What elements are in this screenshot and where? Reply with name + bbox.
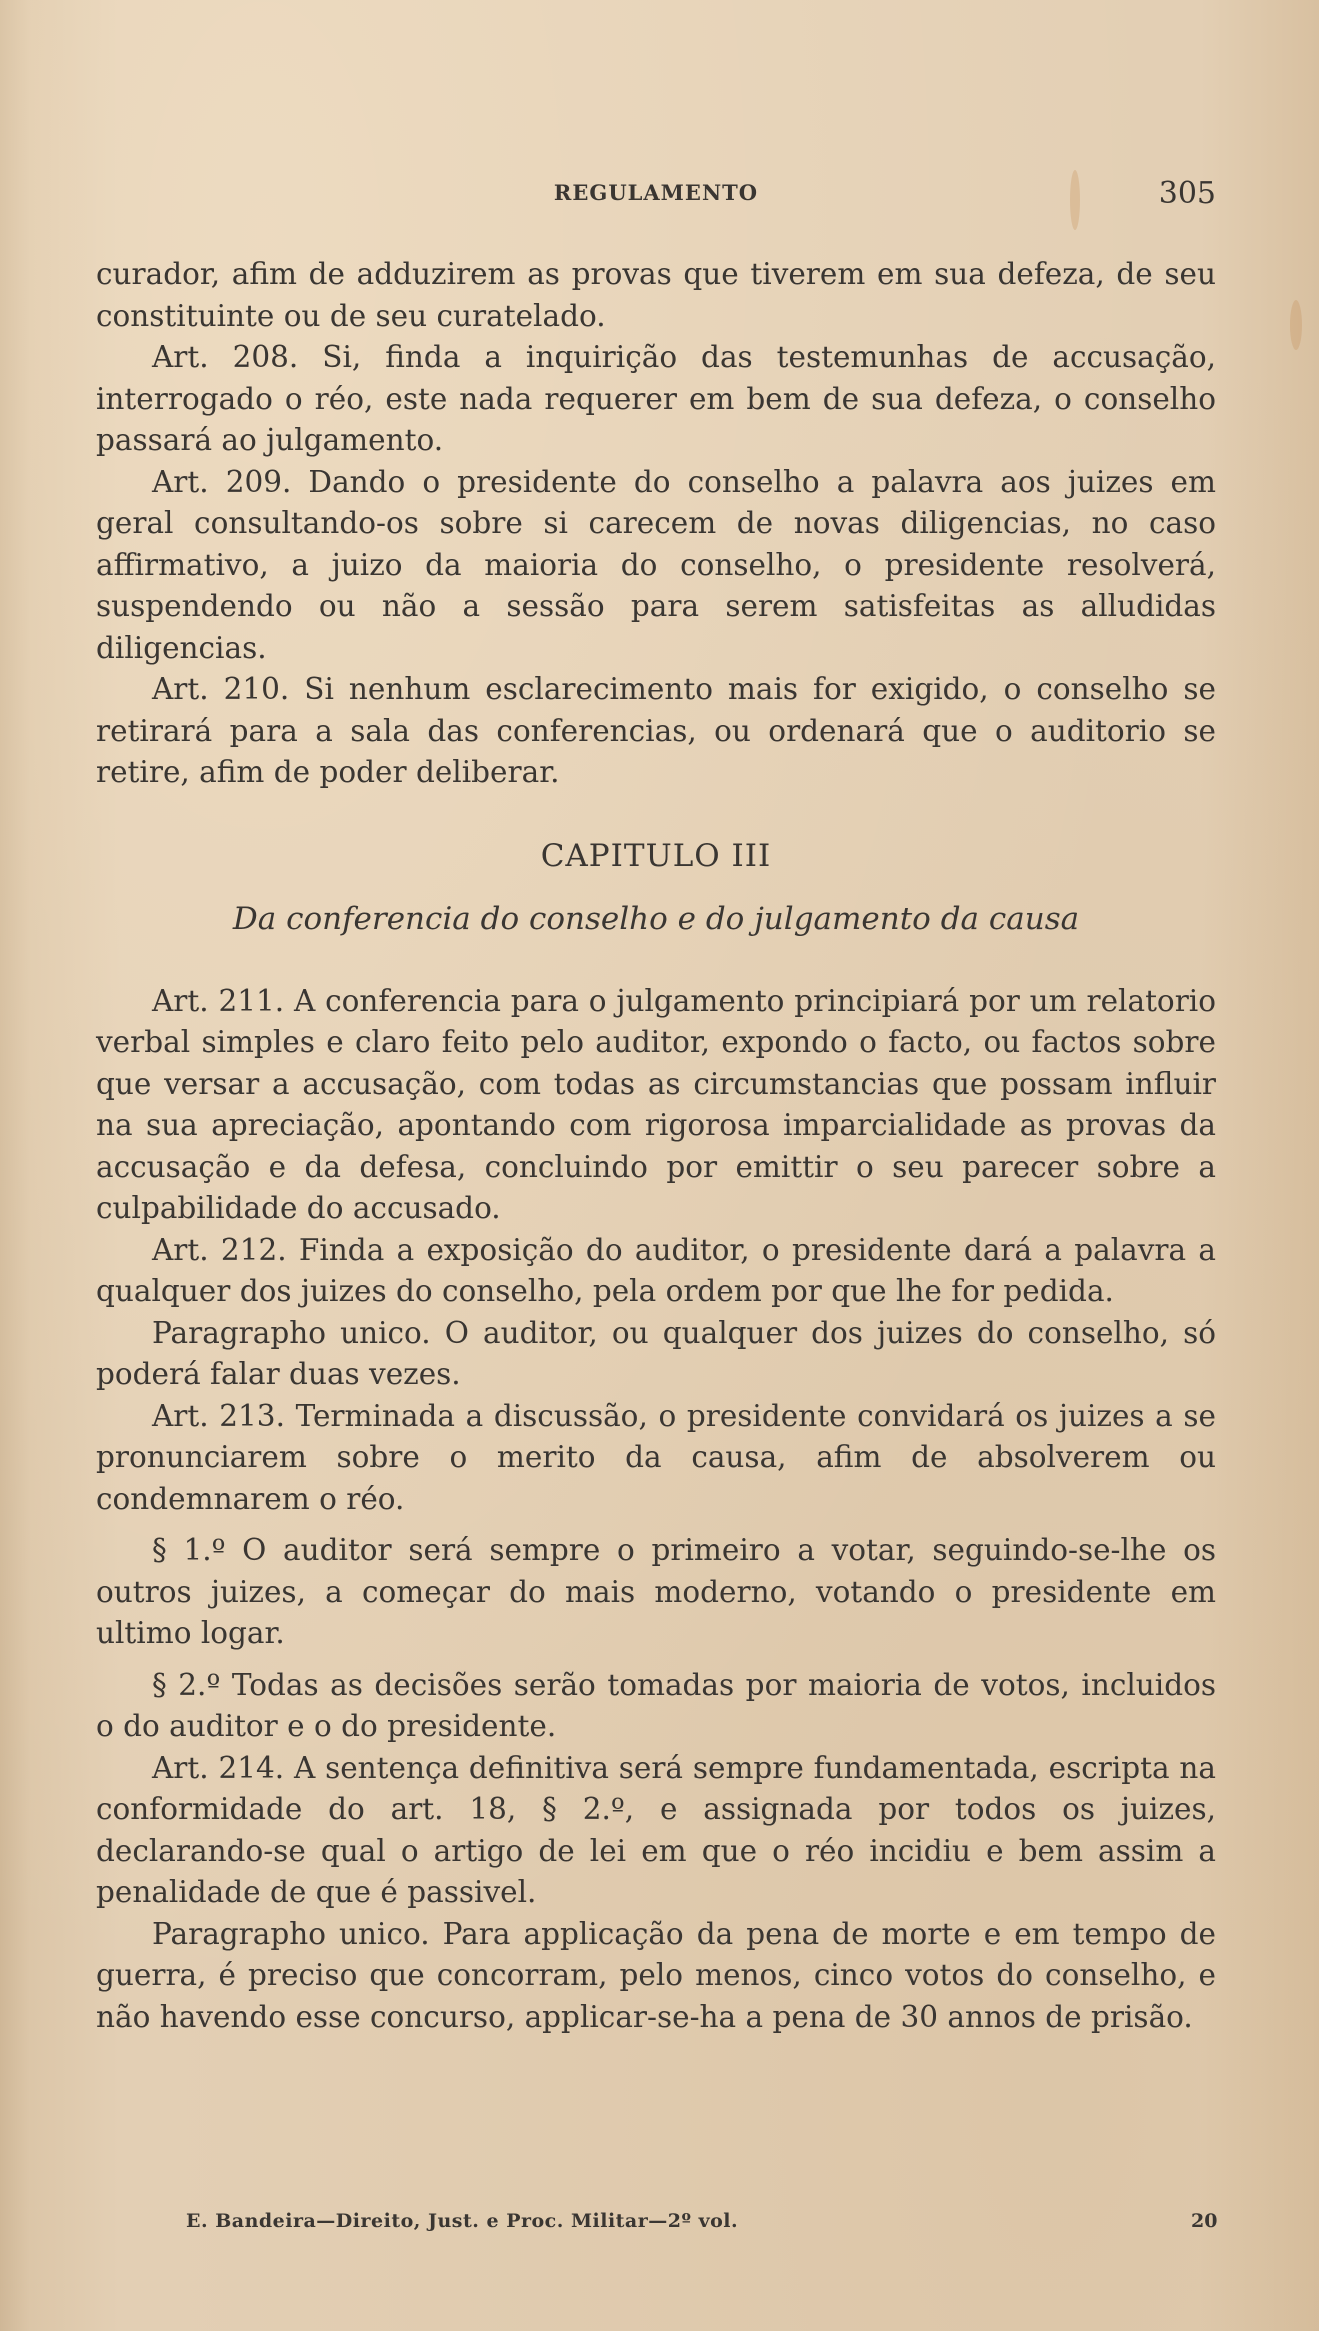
article-209: Art. 209. Dando o presidente do conselho a palavra aos juizes em geral consultando-os sobre si carecem de novas diligencias, no caso affirmativo, a juizo da maioria do conselho, o presidente resolverá, suspendendo ou não a sessão para serem satisfeitas as alludidas diligencias. bbox=[96, 464, 1216, 665]
page-header bbox=[96, 176, 1216, 216]
article-211: Art. 211. A conferencia para o julgamento principiará por um relatorio verbal simples e claro feito pelo auditor, expondo o facto, ou factos sobre que versar a accusação, com todas as circumstancias que possam influir na sua apreciação, apontando com rigorosa imparcialidade as provas da accusação e da defesa, concluindo por emittir o seu parecer sobre a culpabilidade do accusado. bbox=[96, 983, 1216, 1225]
chapter-heading: CAPITULO III bbox=[540, 837, 772, 874]
article-208: Art. 208. Si, finda a inquirição das testemunhas de accusação, interrogado o réo, este nada requerer em bem de sua defeza, o conselho passará ao julgamento. bbox=[96, 340, 1216, 457]
article-212-sole-paragraph: Paragrapho unico. O auditor, ou qualquer dos juizes do conselho, só poderá falar duas vezes. bbox=[96, 1315, 1216, 1391]
article-212: Art. 212. Finda a exposição do auditor, o presidente dará a palavra a qualquer dos juizes do conselho, pela ordem por que lhe for pedida. bbox=[96, 1232, 1216, 1308]
body-text bbox=[96, 254, 1216, 2038]
running-head: REGULAMENTO bbox=[553, 180, 759, 205]
chapter-subtitle: Da conferencia do conselho e do julgamento da causa bbox=[232, 901, 1080, 937]
article-213-section-2: § 2.º Todas as decisões serão tomadas por maioria de votos, incluidos o do auditor e o do presidente. bbox=[96, 1667, 1216, 1743]
footer-citation: E. Bandeira—Direito, Just. e Proc. Militar—2º vol. bbox=[186, 2210, 739, 2232]
paper-stain bbox=[1290, 300, 1302, 350]
article-214-sole-paragraph: Paragrapho unico. Para applicação da pena de morte e em tempo de guerra, é preciso que concorram, pelo menos, cinco votos do conselho, e não havendo esse concurso, applicar-se-ha a pena de 30 annos de prisão. bbox=[96, 1916, 1216, 2034]
signature-mark: 20 bbox=[1191, 2210, 1218, 2232]
article-213-section-1: § 1.º O auditor será sempre o primeiro a votar, seguindo-se-lhe os outros juizes, a começar do mais moderno, votando o presidente em ultimo logar. bbox=[96, 1533, 1216, 1650]
paragraph-continuation: curador, afim de adduzirem as provas que tiverem em sua defeza, de seu constituinte ou de seu curatelado. bbox=[96, 257, 1216, 333]
article-214: Art. 214. A sentença definitiva será sempre fundamentada, escripta na conformidade do art. 18, § 2.º, e assignada por todos os juizes, declarando-se qual o artigo de lei em que o réo incidiu e bem assim a penalidade de que é passivel. bbox=[96, 1750, 1216, 1909]
page-number: 305 bbox=[1158, 176, 1216, 211]
article-213: Art. 213. Terminada a discussão, o presidente convidará os juizes a se pronunciarem sobre o merito da causa, afim de absolverem ou condemnarem o réo. bbox=[96, 1398, 1216, 1516]
article-210: Art. 210. Si nenhum esclarecimento mais for exigido, o conselho se retirará para a sala das conferencias, ou ordenará que o auditorio se retire, afim de poder deliberar. bbox=[96, 672, 1216, 789]
